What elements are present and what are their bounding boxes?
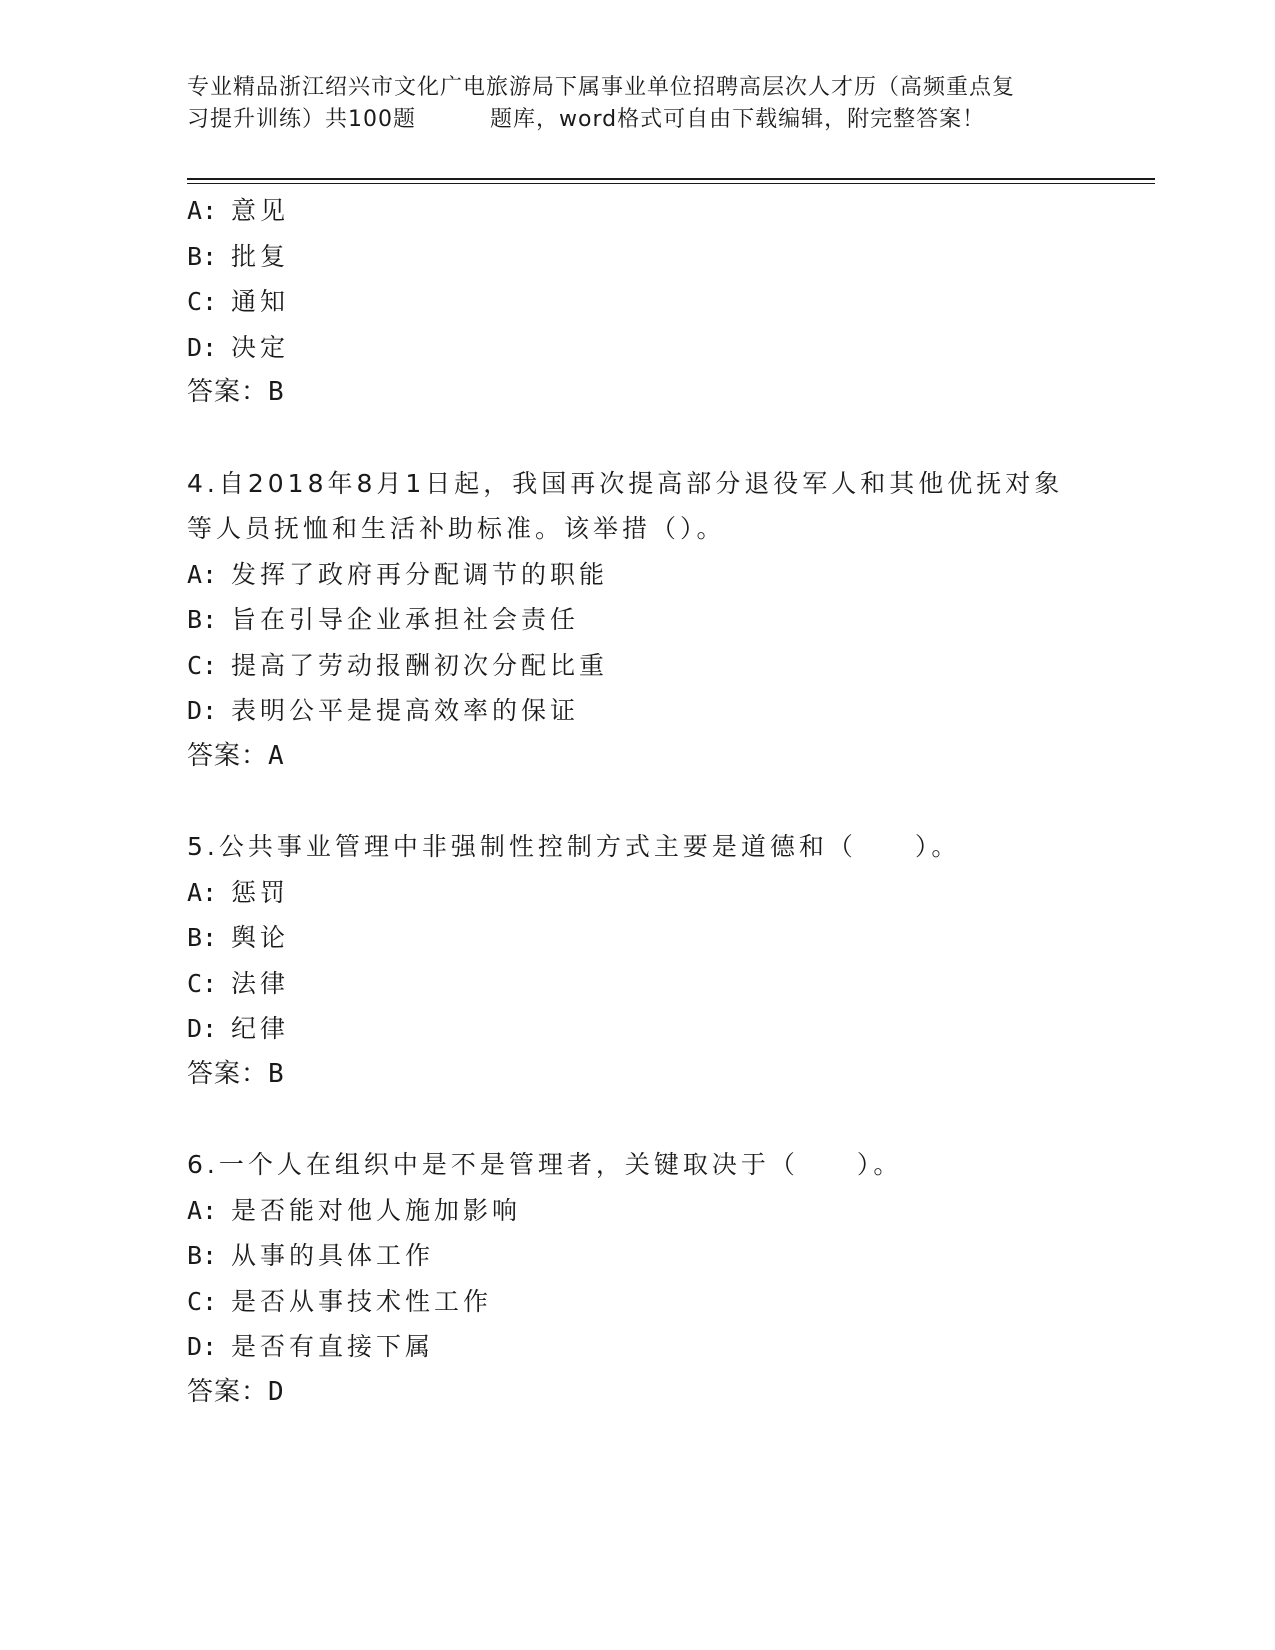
answer-label: 答案： [187,740,269,771]
answer-label: 答案： [187,1058,269,1089]
option-b [187,234,1147,280]
answer-line [187,1052,1147,1098]
option-b [187,597,1147,643]
option-text: 惩罚 [231,877,290,907]
answer-value: A [268,740,285,771]
option-letter: B: [187,241,218,271]
header-line-2-part-2: 题库，word格式可自由下载编辑，附完整答案！ [490,107,986,132]
question-block-5 [187,824,1147,1097]
option-letter: B: [187,605,218,634]
option-text: 表明公平是提高效率的保证 [231,696,580,725]
header-line-2-part-1: 习提升训练）共100题 [187,107,416,132]
option-text: 批复 [231,241,290,271]
option-text: 舆论 [231,923,290,952]
option-text: 是否从事技术性工作 [231,1286,493,1316]
option-d [187,325,1147,371]
option-text: 法律 [231,968,290,998]
option-d [187,1006,1147,1052]
answer-value: D [268,1376,285,1407]
option-letter: C: [187,650,218,680]
question-block-4 [187,461,1147,780]
option-text: 是否能对他人施加影响 [231,1195,522,1225]
option-text: 是否有直接下属 [231,1332,435,1361]
page-header [187,72,1087,136]
answer-value: B [268,377,285,407]
option-text: 纪律 [231,1014,290,1043]
option-text: 从事的具体工作 [231,1241,435,1270]
question-stem-continued: 等人员抚恤和生活补助标准。该举措（）。 [187,514,726,543]
option-letter: B: [187,923,218,952]
option-letter: A: [187,196,218,225]
question-block-6 [187,1142,1147,1415]
answer-label: 答案： [187,377,269,407]
option-text: 意见 [231,196,290,225]
option-text: 提高了劳动报酬初次分配比重 [231,650,609,680]
option-a [187,552,1147,598]
option-letter: A: [187,877,218,907]
option-text: 通知 [231,287,290,316]
question-stem: 6.一个人在组织中是不是管理者，关键取决于（ ）。 [187,1150,903,1179]
option-letter: A: [187,559,218,589]
option-d [187,688,1147,734]
option-text: 发挥了政府再分配调节的职能 [231,559,609,589]
option-letter: D: [187,696,218,725]
option-letter: C: [187,968,218,998]
header-rule-thin [187,183,1155,184]
option-letter: D: [187,1014,218,1043]
header-line-2 [187,104,1087,136]
question-stem: 4.自2018年8月1日起，我国再次提高部分退役军人和其他优抚对象 [187,468,1064,498]
header-rule-thick [187,178,1155,180]
option-text: 旨在引导企业承担社会责任 [231,605,580,634]
option-c [187,279,1147,325]
option-letter: A: [187,1195,218,1225]
option-letter: D: [187,332,218,362]
option-letter: C: [187,287,218,316]
option-c [187,1279,1147,1325]
option-letter: B: [187,1241,218,1270]
option-letter: C: [187,1286,218,1316]
option-b [187,1233,1147,1279]
option-b [187,915,1147,961]
option-c [187,961,1147,1007]
answer-value: B [268,1058,285,1089]
answer-line [187,370,1147,416]
answer-line [187,734,1147,780]
question-list [187,188,1147,1415]
answer-line [187,1370,1147,1416]
option-a [187,870,1147,916]
question-block-3 [187,188,1147,416]
option-text: 决定 [231,332,290,362]
option-a [187,188,1147,234]
option-c [187,643,1147,689]
header-line-1: 专业精品浙江绍兴市文化广电旅游局下属事业单位招聘高层次人才历（高频重点复 [187,75,1016,100]
option-d [187,1324,1147,1370]
option-letter: D: [187,1332,218,1361]
question-stem: 5.公共事业管理中非强制性控制方式主要是道德和（ ）。 [187,832,961,861]
option-a [187,1188,1147,1234]
answer-label: 答案： [187,1376,269,1407]
